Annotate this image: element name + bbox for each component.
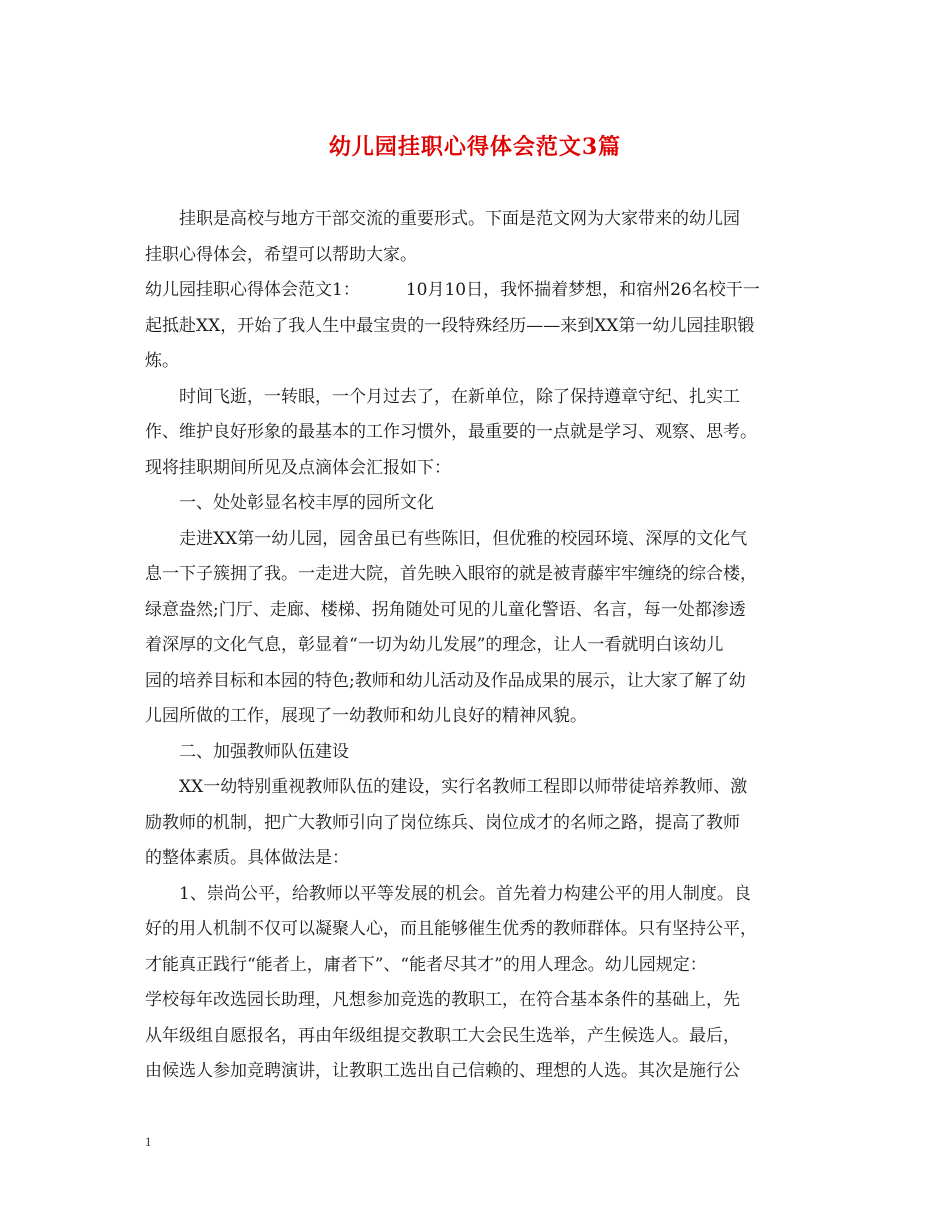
- text-line: 1、崇尚公平，给教师以平等发展的机会。首先着力构建公平的用人制度。良: [179, 883, 751, 904]
- text-line: 由候选人参加竞聘演讲，让教职工选出自己信赖的、理想的人选。其次是施行公: [145, 1061, 740, 1081]
- text-line: 励教师的机制，把广大教师引向了岗位练兵、岗位成才的名师之路，提高了教师: [145, 812, 740, 833]
- document-title: 幼儿园挂职心得体会范文3篇: [328, 134, 622, 160]
- text-line: 学校每年改选园长助理，凡想参加竞选的教职工，在符合基本条件的基础上，先: [145, 990, 740, 1010]
- text-line: 起抵赴XX，开始了我人生中最宝贵的一段特殊经历——来到XX第一幼儿园挂职锻: [145, 315, 755, 336]
- section-heading: 二、加强教师队伍建设: [179, 741, 349, 762]
- text-line: 炼。: [145, 351, 179, 371]
- text-line: 挂职心得体会，希望可以帮助大家。: [145, 244, 417, 265]
- text-line: 的整体素质。具体做法是：: [145, 848, 349, 868]
- text-line: 儿园所做的工作，展现了一幼教师和幼儿良好的精神风貌。: [145, 706, 587, 726]
- text-line: 园的培养目标和本园的特色;教师和幼儿活动及作品成果的展示，让大家了解了幼: [145, 670, 746, 691]
- text-line: 才能真正践行“能者上，庸者下”、“能者尽其才”的用人理念。幼儿园规定：: [145, 954, 707, 975]
- text-line: 从年级组自愿报名，再由年级组提交教职工大会民生选举，产生候选人。最后，: [145, 1025, 740, 1046]
- text-line: 挂职是高校与地方干部交流的重要形式。下面是范文网为大家带来的幼儿园: [179, 209, 740, 229]
- text-line: 时间飞逝，一转眼，一个月过去了，在新单位，除了保持遵章守纪、扎实工: [179, 386, 740, 407]
- text-line: 现将挂职期间所见及点滴体会汇报如下：: [145, 457, 451, 478]
- document-body: [145, 202, 825, 1090]
- text-line-intro: [145, 273, 825, 309]
- text-line: 作、维护良好形象的最基本的工作习惯外，最重要的一点就是学习、观察、思考。: [145, 422, 757, 442]
- text-segment: 10月10日，我怀揣着梦想，和宿州26名校干一: [405, 280, 760, 300]
- text-line: 走进XX第一幼儿园，园舍虽已有些陈旧，但优雅的校园环境、深厚的文化气: [179, 528, 748, 549]
- section-heading: 一、处处彰显名校丰厚的园所文化: [179, 493, 434, 513]
- page-number: 1: [145, 1134, 152, 1149]
- text-line: 着深厚的文化气息，彰显着“一切为幼儿发展”的理念，让人一看就明白该幼儿: [145, 635, 724, 655]
- section-label: 幼儿园挂职心得体会范文1：: [145, 280, 360, 300]
- text-line: 绿意盎然;门厅、走廊、楼梯、拐角随处可见的儿童化警语、名言，每一处都渗透: [145, 599, 746, 620]
- text-line: 好的用人机制不仅可以凝聚人心，而且能够催生优秀的教师群体。只有坚持公平，: [145, 919, 757, 939]
- text-line: 息一下子簇拥了我。一走进大院，首先映入眼帘的就是被青藤牢牢缠绕的综合楼，: [145, 564, 757, 584]
- text-line: XX一幼特别重视教师队伍的建设，实行名教师工程即以师带徒培养教师、激: [179, 777, 748, 797]
